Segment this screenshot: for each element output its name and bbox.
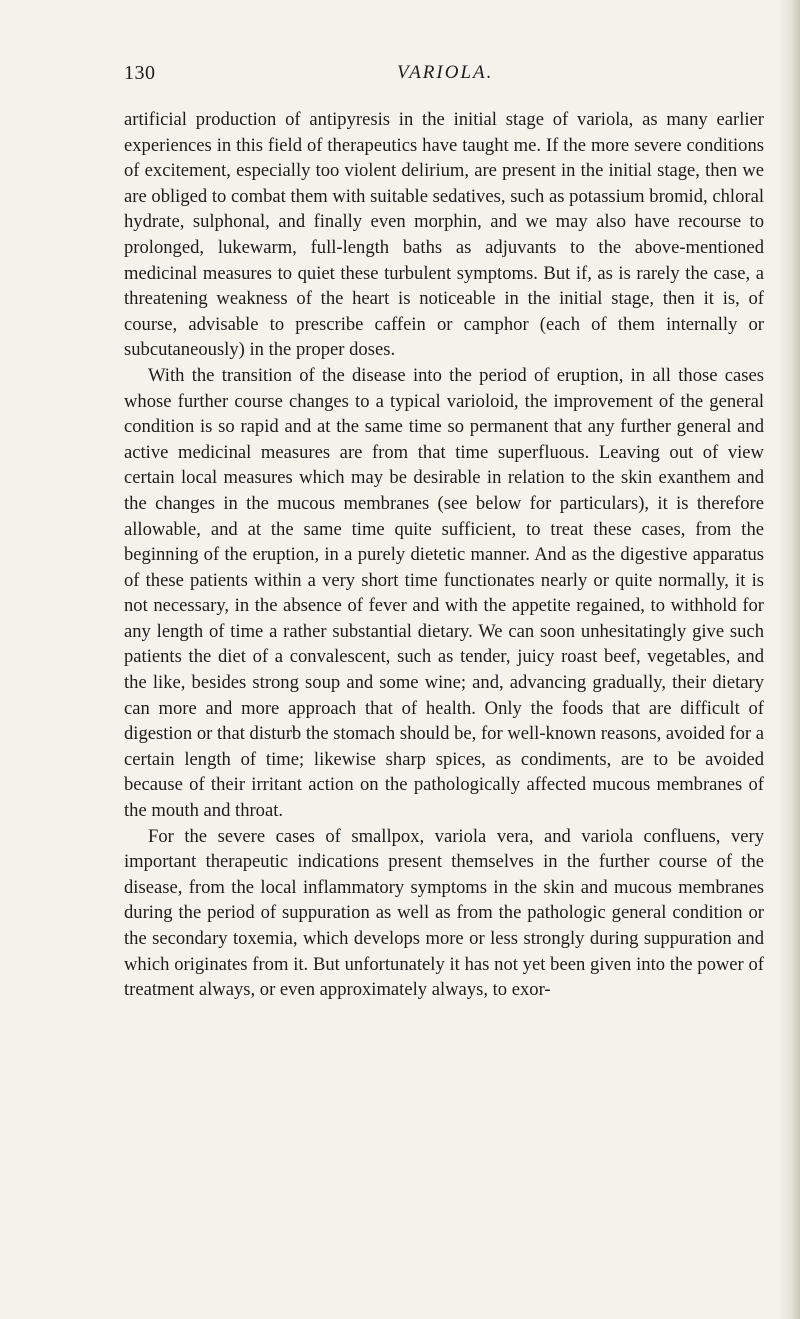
paragraph-severe-cases: For the severe cases of smallpox, variola vera, and variola confluens, very important therapeutic indications present themselves in the further course of the disease, from the local inflammatory symptoms in the skin and mucous membranes during the period of suppuration as well as from the pathologic general condition or the secondary toxemia, which develops more or less strongly during suppuration and which originates from it. But unfortunately it has not yet been given into the power of treatment always, or even approximately always, to exor- (124, 825, 764, 1001)
paragraph-continued: artificial production of antipyresis in the initial stage of variola, as many earlier experiences in this field of therapeutics have taught me. If the more severe conditions of excitement, especially too violent delirium, are present in the initial stage, then we are obliged to combat them with suitable sedatives, such as potassium bromid, chloral hydrate, sulphonal, and finally even morphin, and we may also have recourse to prolonged, lukewarm, full-length baths as adjuvants to the above-mentioned medicinal measures to quiet these turbulent symptoms. But if, as is rarely the case, a threatening weakness of the heart is noticeable in the initial stage, then it is, of course, advisable to prescribe caffein or camphor (each of them internally or subcutaneously) in the proper doses. (124, 109, 764, 361)
page-header (124, 62, 764, 90)
paragraph-eruption-period: With the transition of the disease into the period of eruption, in all those cases whose further course changes to a typical varioloid, the improvement of the general condition is so rapid and at the same time so permanent that any further general and active medicinal measures are from that time superfluous. Leaving out of view certain local measures which may be desirable in relation to the skin exanthem and the changes in the mucous membranes (see below for particulars), it is therefore allowable, and at the same time quite sufficient, to treat these cases, from the beginning of the eruption, in a purely dietetic manner. And as the digestive apparatus of these patients within a very short time functionates nearly or quite normally, it is not necessary, in the absence of fever and with the appetite regained, to withhold for any length of time a rather substantial dietary. We can soon unhesitatingly give such patients the diet of a convalescent, such as tender, juicy roast beef, vegetables, and the like, besides strong soup and some wine; and, advancing gradually, their dietary can more and more approach that of health. Only the foods that are difficult of digestion or that disturb the stomach should be, for well-known reasons, avoided for a certain length of time; likewise sharp spices, as condiments, are to be avoided because of their irritant action on the pathologically affected mucous membranes of the mouth and throat. (124, 364, 764, 822)
body-text (124, 107, 764, 1003)
page-number: 130 (124, 62, 156, 84)
running-title: VARIOLA. (397, 62, 494, 83)
page-edge-shadow (778, 0, 800, 1319)
